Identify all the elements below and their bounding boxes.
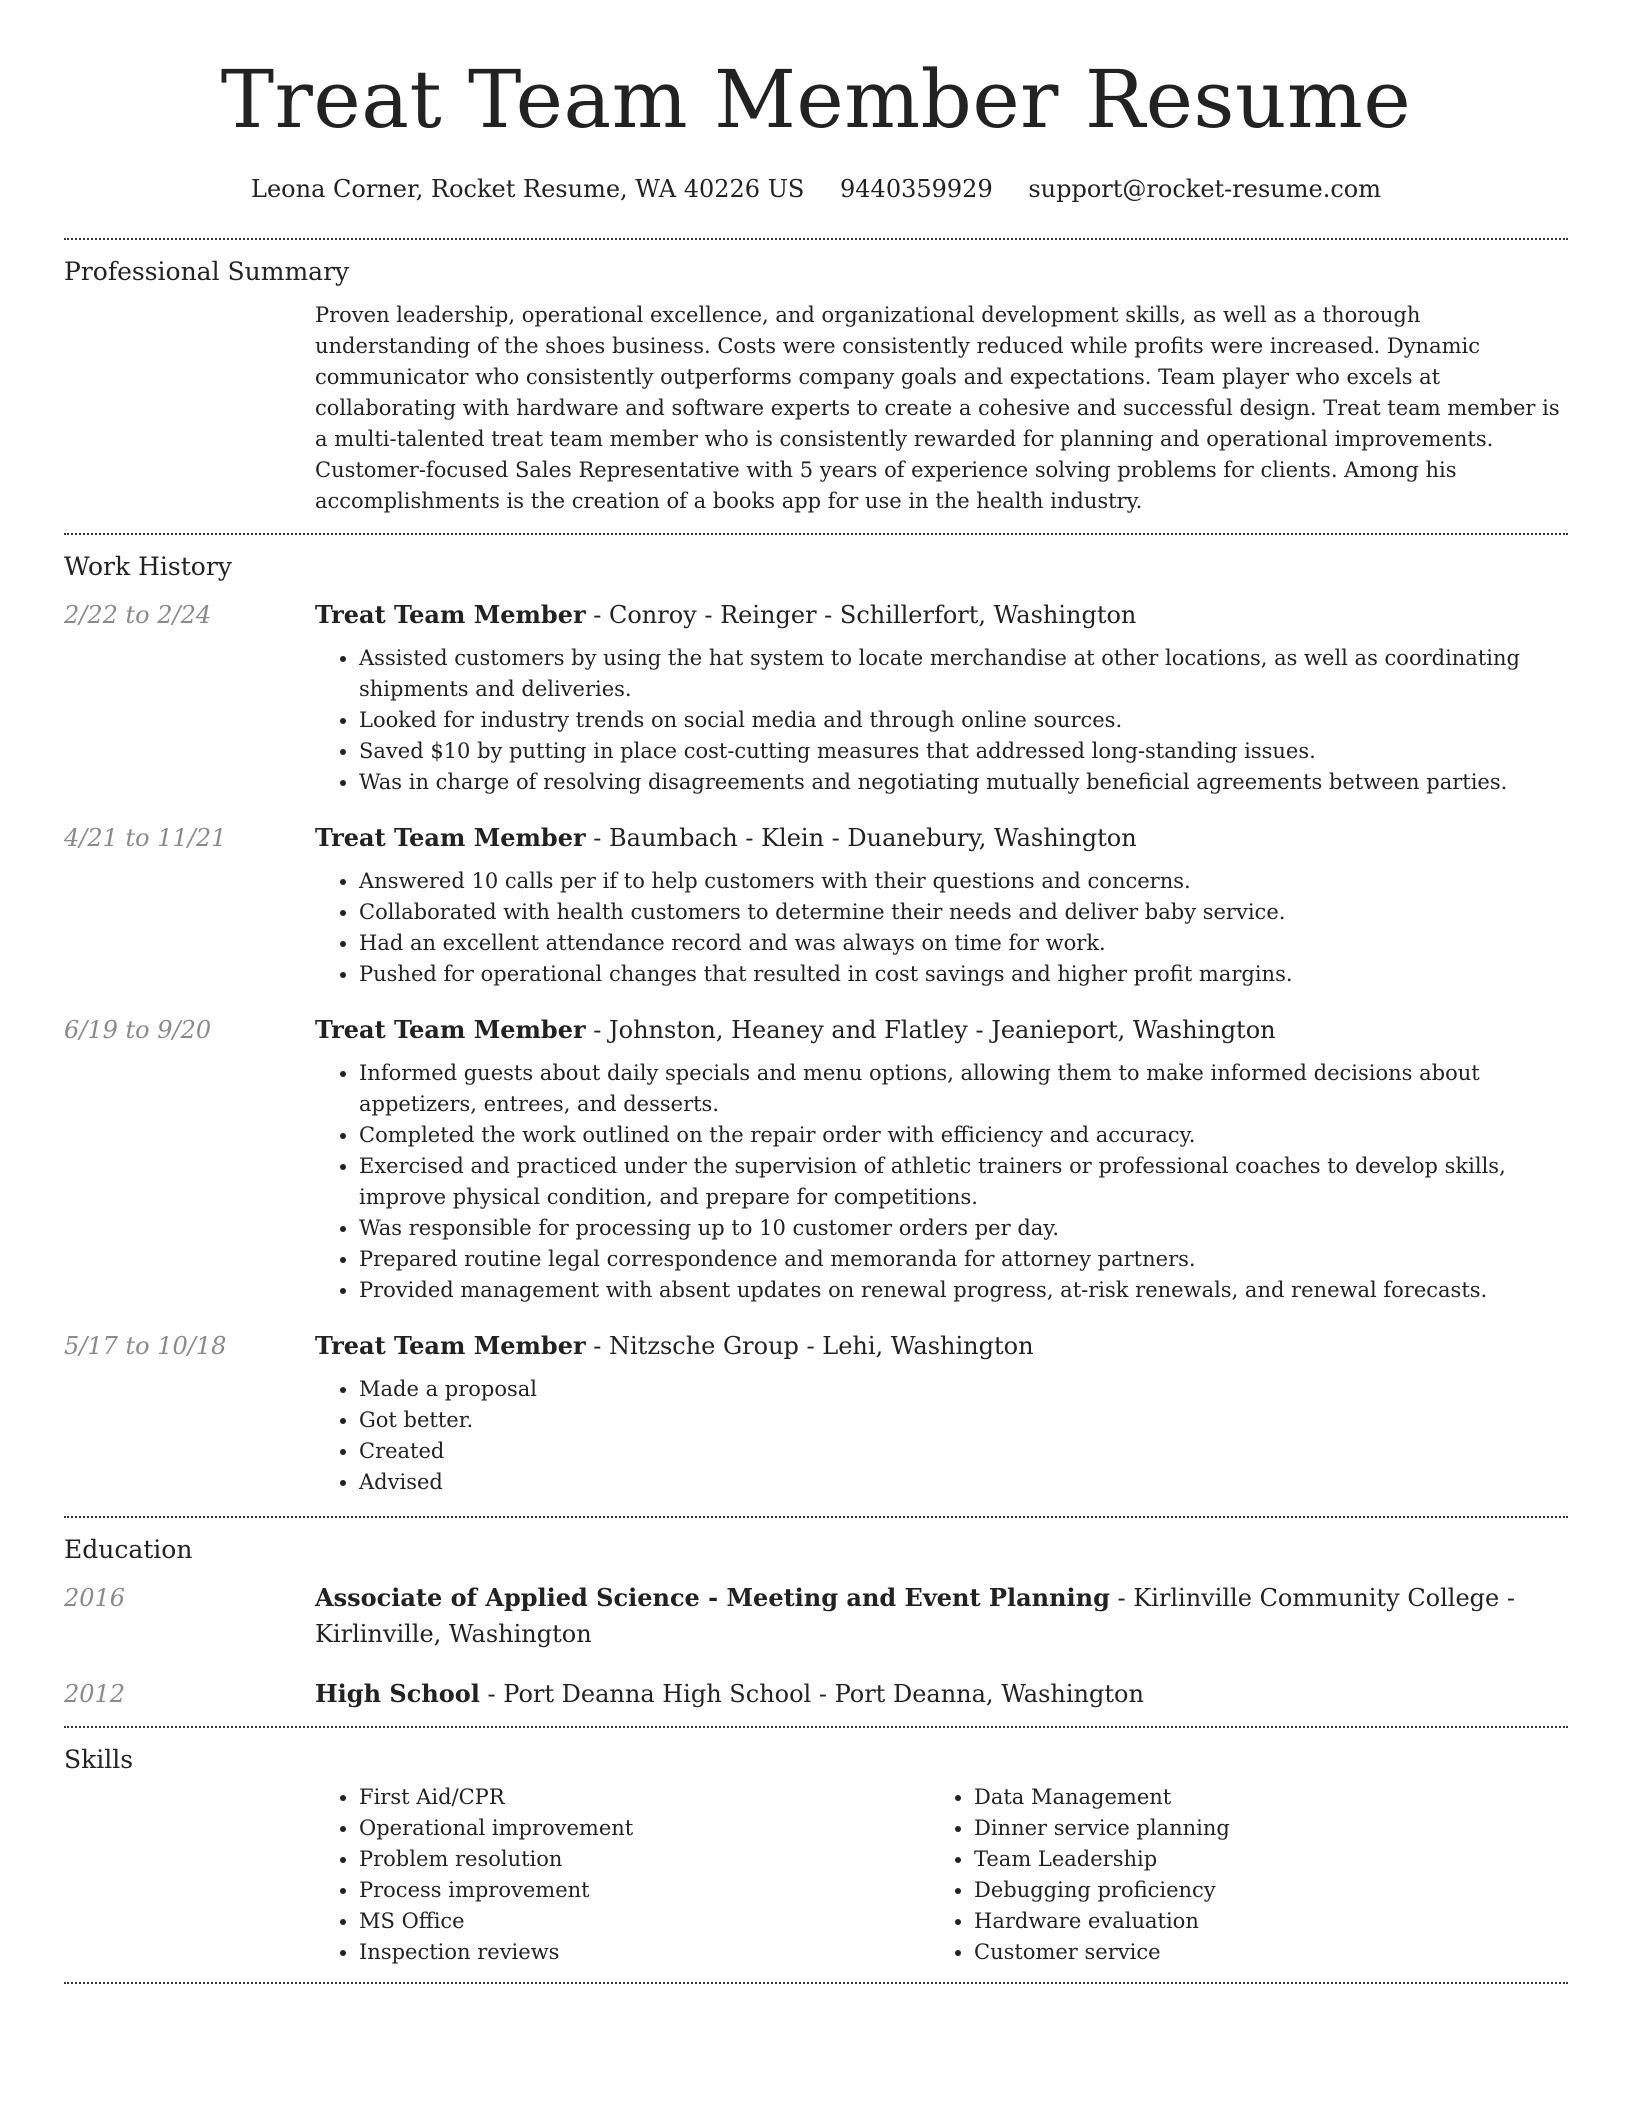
work-history-heading: Work History xyxy=(64,552,232,581)
job-bullet: • Answered 10 calls per if to help customers with their questions and concerns. xyxy=(359,866,1568,897)
education-year: 2012 xyxy=(64,1680,126,1708)
job-employer: - Johnston, Heaney and Flatley - Jeanieport, Washington xyxy=(585,1016,1276,1044)
skill-item: • Team Leadership xyxy=(974,1844,1230,1875)
job-employer: - Conroy - Reinger - Schillerfort, Washington xyxy=(585,601,1137,629)
job-entry xyxy=(64,597,1568,798)
education-entry xyxy=(64,1580,1568,1652)
skills-list-left xyxy=(315,1782,930,1968)
job-bullet: • Pushed for operational changes that resulted in cost savings and higher profit margins. xyxy=(359,959,1568,990)
job-dates: 4/21 to 11/21 xyxy=(64,824,227,852)
summary-text: Proven leadership, operational excellence, and organizational development skills, as well as a thorough understanding of the shoes business. Costs were consistently reduced while profits were increased. Dynamic communicator who consistently outperforms company goals and expectations. Team player who excels at collaborating with hardware and software experts to create a cohesive and successful design. Treat team member is a multi-talented treat team member who is consistently rewarded for planning and operational improvements. Customer-focused Sales Representative with 5 years of experience solving problems for clients. Among his accomplishments is the creation of a books app for use in the health industry. xyxy=(315,303,1560,513)
education-school: - Port Deanna High School - Port Deanna, Washington xyxy=(479,1680,1144,1708)
contact-phone: 9440359929 xyxy=(840,175,993,203)
job-employer: - Nitzsche Group - Lehi, Washington xyxy=(585,1332,1034,1360)
job-bullet: • Looked for industry trends on social media and through online sources. xyxy=(359,705,1568,736)
summary-heading: Professional Summary xyxy=(64,257,350,286)
skill-item: • First Aid/CPR xyxy=(359,1782,930,1813)
job-bullet: • Assisted customers by using the hat system to locate merchandise at other locations, as well as coordinating shipments and deliveries. xyxy=(359,643,1568,705)
skill-item: • Hardware evaluation xyxy=(974,1906,1230,1937)
job-title: Treat Team Member xyxy=(315,1015,586,1044)
education-entry xyxy=(64,1676,1568,1712)
skill-item: • MS Office xyxy=(359,1906,930,1937)
contact-email: support@rocket-resume.com xyxy=(1028,175,1381,203)
job-heading xyxy=(315,1012,1568,1048)
job-bullet: • Exercised and practiced under the supervision of athletic trainers or professional coaches to develop skills, improve physical condition, and prepare for competitions. xyxy=(359,1151,1568,1213)
job-entry xyxy=(64,1328,1568,1498)
job-title: Treat Team Member xyxy=(315,823,586,852)
contact-address: Leona Corner, Rocket Resume, WA 40226 US xyxy=(251,175,805,203)
job-bullet: • Was in charge of resolving disagreements and negotiating mutually beneficial agreements between parties. xyxy=(359,767,1568,798)
job-bullet: • Completed the work outlined on the repair order with efficiency and accuracy. xyxy=(359,1120,1568,1151)
contact-line xyxy=(64,174,1568,204)
resume-title: Treat Team Member Resume xyxy=(220,53,1412,146)
skills-list-right xyxy=(930,1782,1230,1968)
skill-item: • Problem resolution xyxy=(359,1844,930,1875)
skill-item: • Data Management xyxy=(974,1782,1230,1813)
job-bullet: • Had an excellent attendance record and was always on time for work. xyxy=(359,928,1568,959)
skills-heading: Skills xyxy=(64,1745,134,1774)
education-school: - Kirlinville Community College - Kirlinville, Washington xyxy=(315,1584,1515,1648)
education-heading-line xyxy=(315,1580,1568,1652)
education-degree: Associate of Applied Science - Meeting and Event Planning xyxy=(315,1583,1110,1612)
education-heading: Education xyxy=(64,1535,193,1564)
skill-item: • Customer service xyxy=(974,1937,1230,1968)
education-year: 2016 xyxy=(64,1584,126,1612)
job-bullet: • Was responsible for processing up to 10 customer orders per day. xyxy=(359,1213,1568,1244)
job-dates: 2/22 to 2/24 xyxy=(64,601,212,629)
job-bullet: • Informed guests about daily specials and menu options, allowing them to make informed decisions about appetizers, entrees, and desserts. xyxy=(359,1058,1568,1120)
job-dates: 5/17 to 10/18 xyxy=(64,1332,227,1360)
job-title: Treat Team Member xyxy=(315,600,586,629)
education-heading-line xyxy=(315,1676,1568,1712)
job-heading xyxy=(315,820,1568,856)
section-divider xyxy=(64,1982,1568,1984)
job-bullet: • Got better. xyxy=(359,1405,1568,1436)
job-bullet: • Created xyxy=(359,1436,1568,1467)
job-bullet: • Advised xyxy=(359,1467,1568,1498)
summary-section xyxy=(64,240,1568,533)
job-bullet: • Prepared routine legal correspondence and memoranda for attorney partners. xyxy=(359,1244,1568,1275)
job-bullets xyxy=(315,643,1568,798)
job-bullets xyxy=(315,1374,1568,1498)
skill-item: • Debugging proficiency xyxy=(974,1875,1230,1906)
job-title: Treat Team Member xyxy=(315,1331,586,1360)
job-bullet: • Saved $10 by putting in place cost-cutting measures that addressed long-standing issues. xyxy=(359,736,1568,767)
job-bullet: • Collaborated with health customers to determine their needs and deliver baby service. xyxy=(359,897,1568,928)
job-heading xyxy=(315,597,1568,633)
skill-item: • Operational improvement xyxy=(359,1813,930,1844)
job-list xyxy=(64,597,1568,1516)
job-heading xyxy=(315,1328,1568,1364)
job-bullets xyxy=(315,866,1568,990)
job-bullets xyxy=(315,1058,1568,1306)
skills-columns xyxy=(315,1776,1568,1982)
skill-item: • Dinner service planning xyxy=(974,1813,1230,1844)
job-bullet: • Made a proposal xyxy=(359,1374,1568,1405)
job-entry xyxy=(64,820,1568,990)
skills-section xyxy=(64,1728,1568,1982)
skill-item: • Inspection reviews xyxy=(359,1937,930,1968)
skill-item: • Process improvement xyxy=(359,1875,930,1906)
work-history-section xyxy=(64,535,1568,1516)
job-entry xyxy=(64,1012,1568,1306)
job-dates: 6/19 to 9/20 xyxy=(64,1016,212,1044)
education-degree: High School xyxy=(315,1679,480,1708)
job-employer: - Baumbach - Klein - Duanebury, Washington xyxy=(585,824,1137,852)
education-section xyxy=(64,1518,1568,1726)
job-bullet: • Provided management with absent updates on renewal progress, at-risk renewals, and renewal forecasts. xyxy=(359,1275,1568,1306)
